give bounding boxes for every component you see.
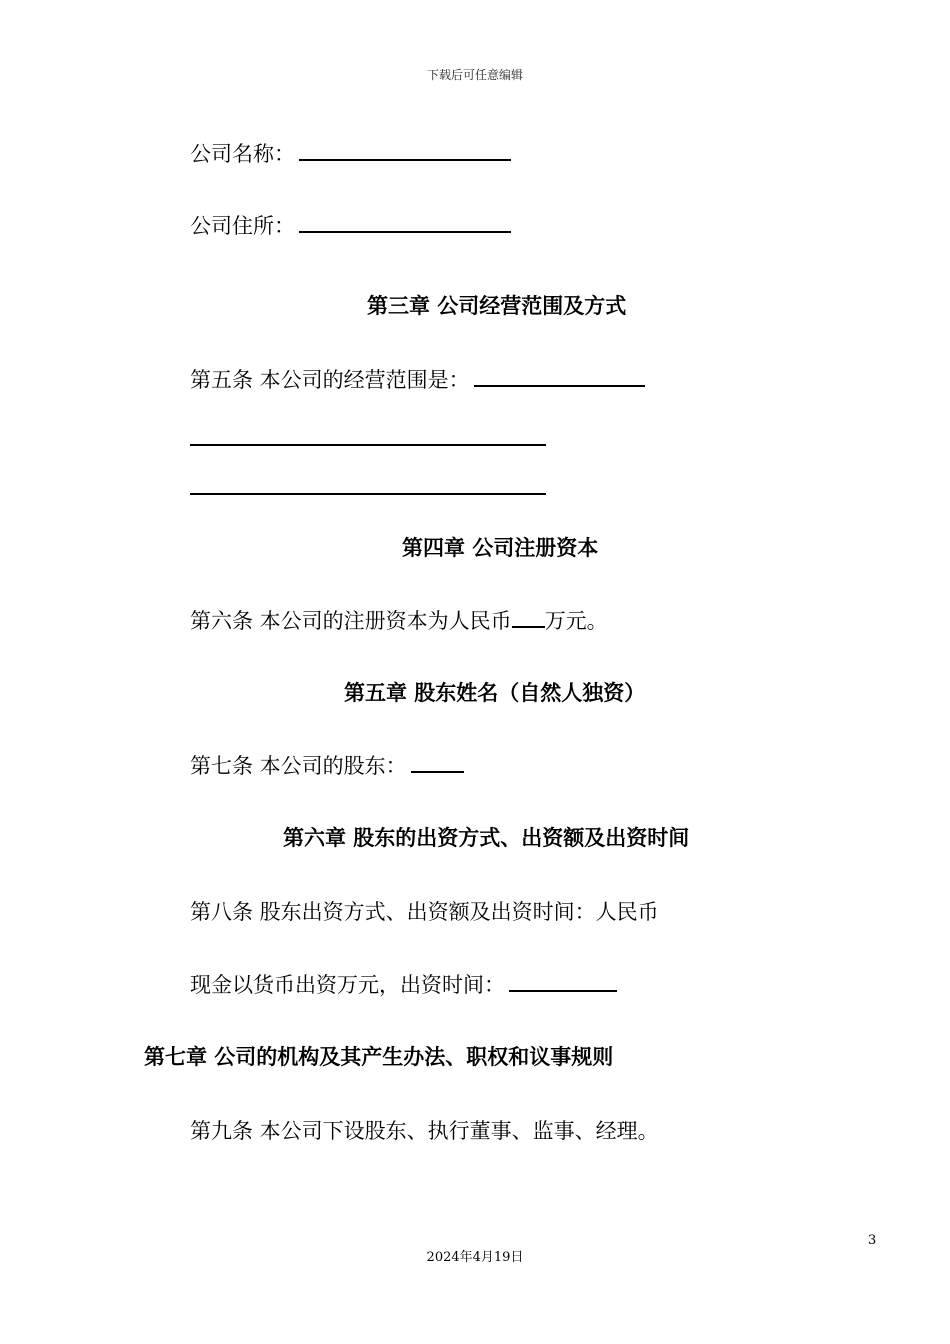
chapter7-title: 第七章 公司的机构及其产生办法、职权和议事规则	[144, 1045, 614, 1069]
page-header: 下载后可任意编辑	[426, 68, 523, 82]
chapter4-title: 第四章 公司注册资本	[402, 536, 599, 560]
business-scope-blank	[474, 365, 645, 387]
article6-suffix: 万元。	[544, 609, 608, 633]
article8-line-1: 第八条 股东出资方式、出资额及出资时间：人民币	[190, 900, 659, 924]
article6-line	[190, 606, 608, 636]
article9-line: 第九条 本公司下设股东、执行董事、监事、经理。	[190, 1119, 659, 1143]
contribution-time-blank	[509, 970, 617, 992]
capital-amount-blank	[512, 606, 545, 628]
company-address-line	[190, 211, 511, 241]
article8-line-2-text: 现金以货币出资万元，出资时间：	[190, 973, 505, 997]
chapter6-title: 第六章 股东的出资方式、出资额及出资时间	[283, 826, 690, 850]
article7-line	[190, 751, 464, 781]
article7-text: 第七条 本公司的股东：	[190, 754, 407, 778]
company-address-blank	[299, 211, 511, 233]
article6-prefix: 第六条 本公司的注册资本为人民币	[190, 609, 512, 633]
article5-text: 第五条 本公司的经营范围是：	[190, 368, 470, 392]
shareholder-blank	[411, 751, 464, 773]
chapter3-title: 第三章 公司经营范围及方式	[367, 294, 627, 318]
footer-date: 2024年4月19日	[426, 1250, 524, 1265]
business-scope-blank-line-3	[190, 493, 546, 495]
business-scope-blank-line-2	[190, 444, 546, 446]
article8-line-2	[190, 970, 617, 1000]
company-name-line	[190, 139, 511, 169]
company-address-label: 公司住所：	[190, 214, 295, 238]
chapter5-title: 第五章 股东姓名（自然人独资）	[344, 681, 646, 705]
company-name-label: 公司名称：	[190, 142, 295, 166]
article5-line	[190, 365, 645, 395]
page-number: 3	[868, 1233, 877, 1248]
company-name-blank	[299, 139, 511, 161]
